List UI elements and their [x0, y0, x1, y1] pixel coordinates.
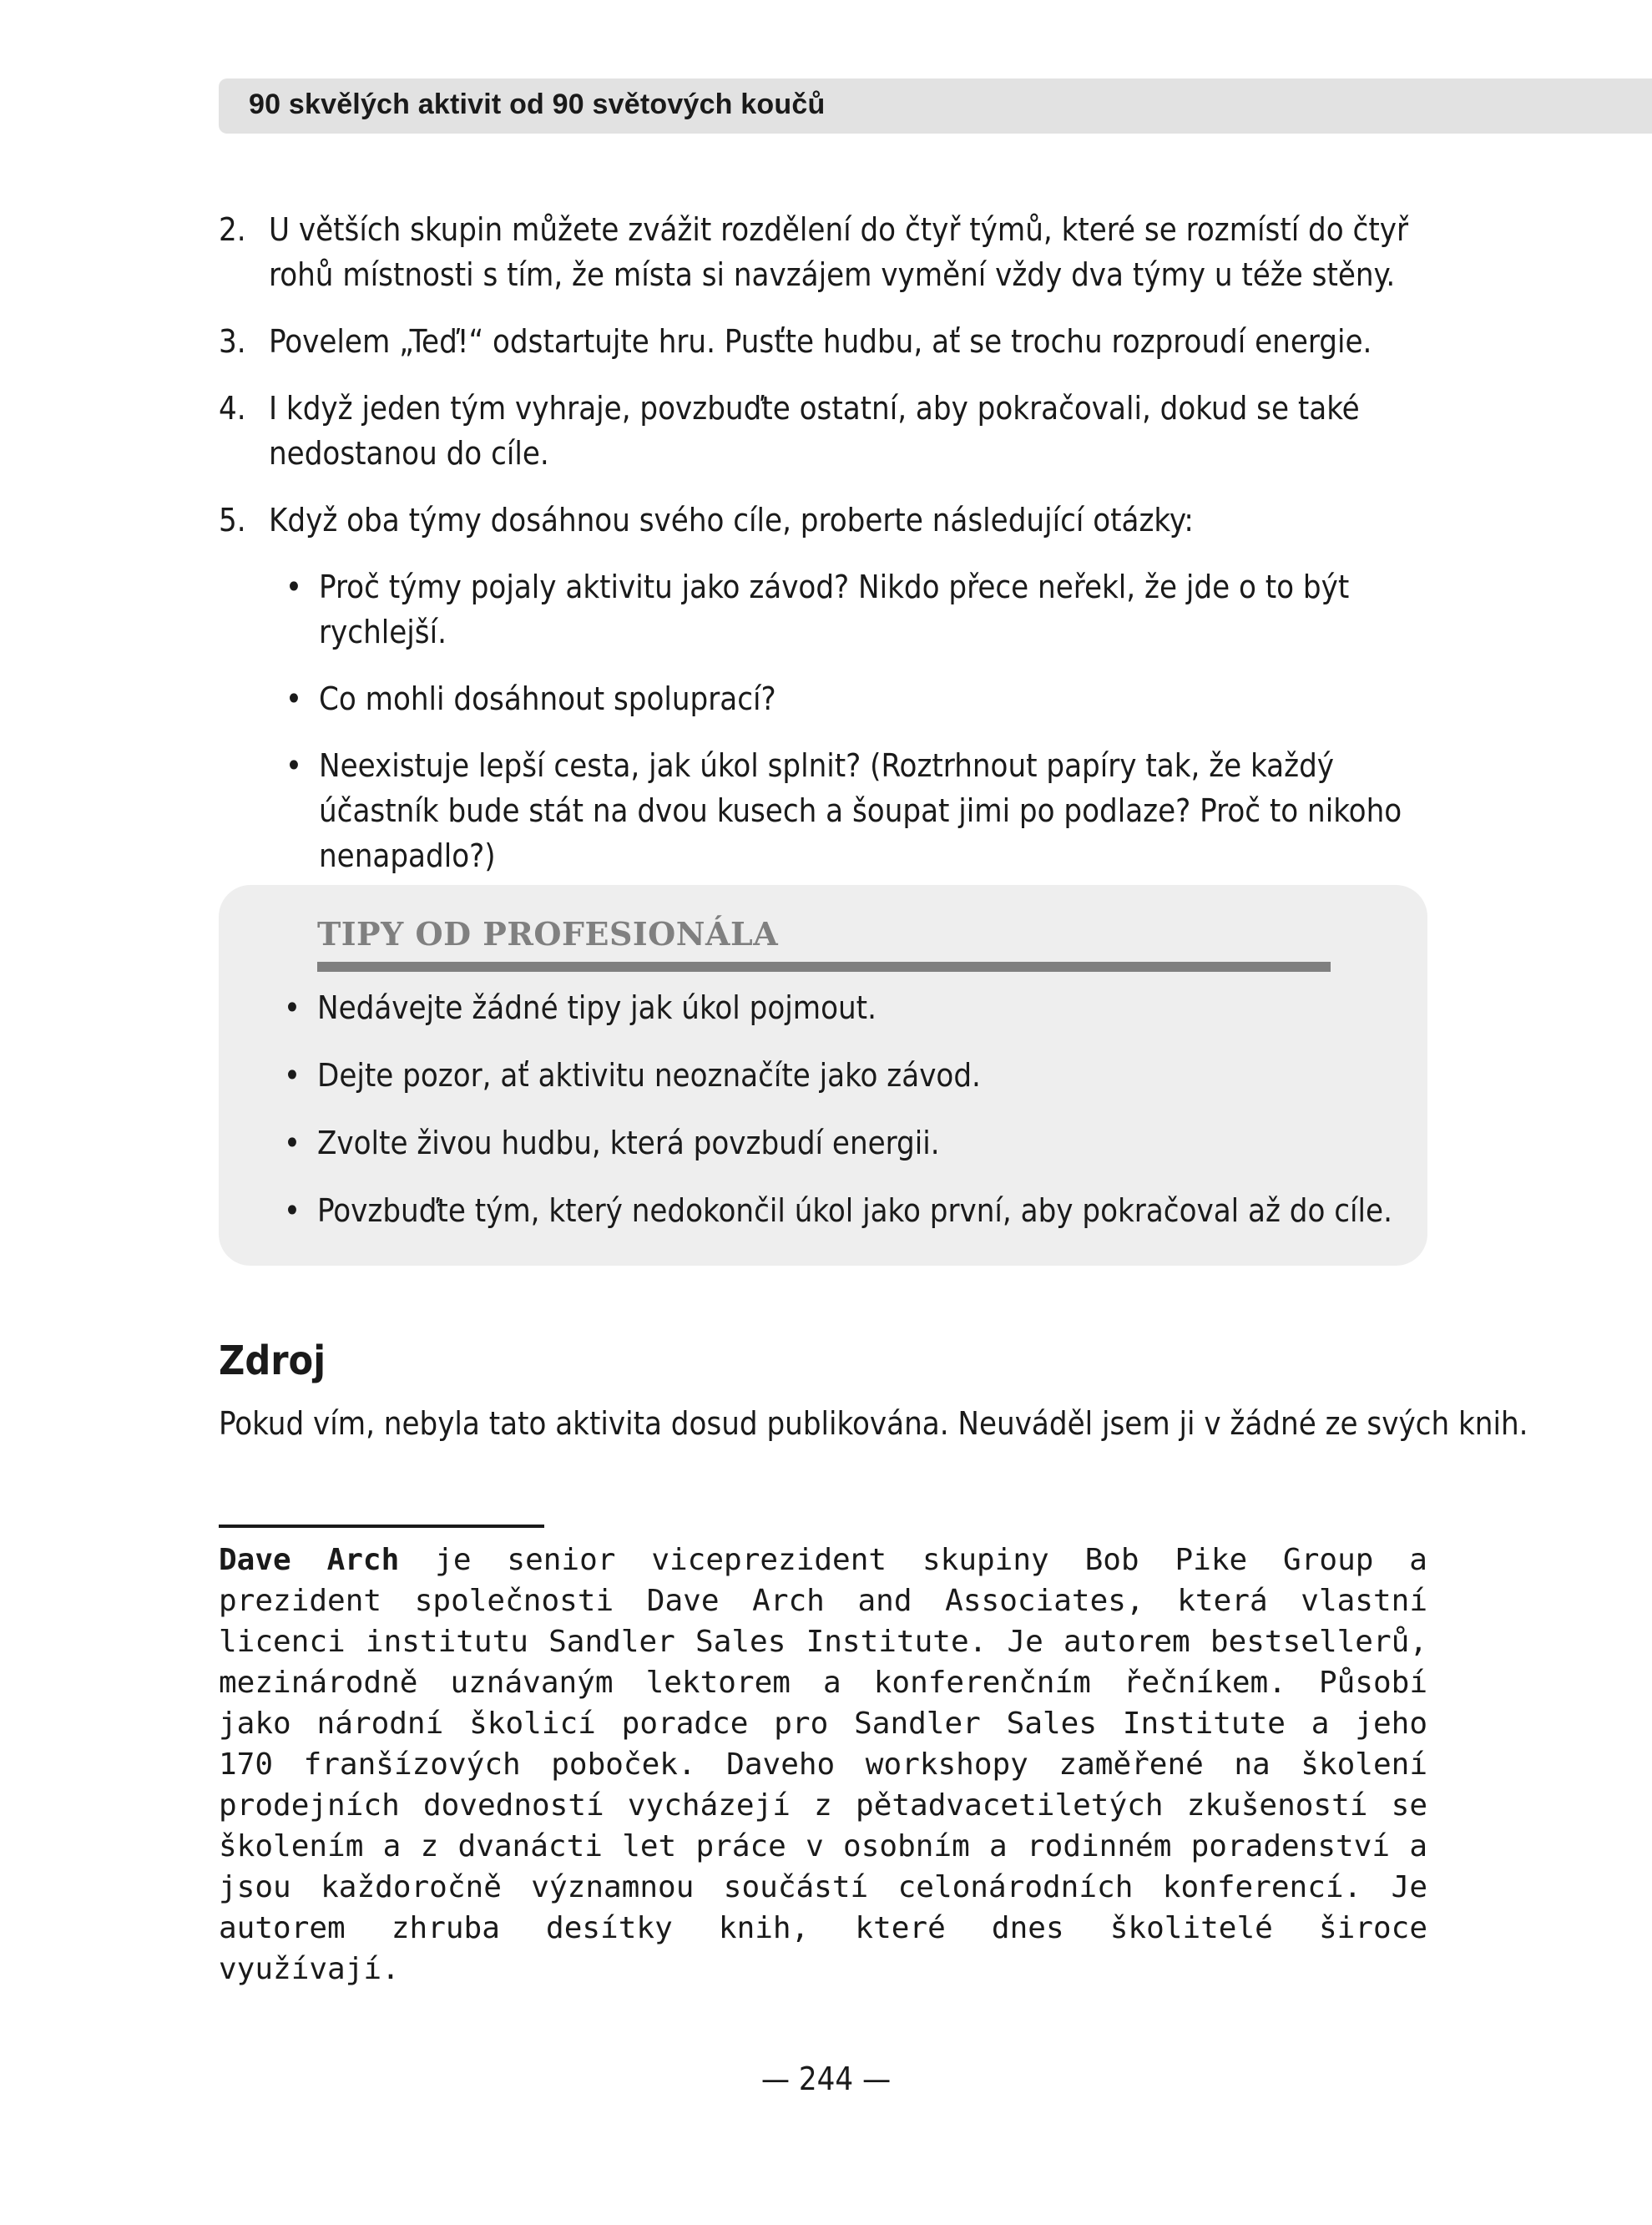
- bullet-icon: •: [285, 680, 303, 717]
- bullet-icon: •: [283, 1192, 301, 1229]
- source-text: Pokud vím, nebyla tato aktivita dosud publikována. Neuváděl jsem ji v žádné ze svých knih.: [219, 1405, 1528, 1442]
- tip-text: Povzbuďte tým, který nedokončil úkol jako první, aby pokračoval až do cíle.: [317, 1192, 1392, 1229]
- bullet-icon: •: [285, 747, 303, 784]
- step-text: Když oba týmy dosáhnou svého cíle, proberte následující otázky:: [269, 502, 1194, 539]
- question-text: Proč týmy pojaly aktivitu jako závod? Nikdo přece neřekl, že jde o to být rychlejší.: [319, 569, 1350, 650]
- tip-text: Zvolte živou hudbu, která povzbudí energii.: [317, 1125, 940, 1161]
- author-name: Dave Arch: [219, 1543, 400, 1577]
- tip-item: [267, 1188, 1419, 1233]
- step-text: I když jeden tým vyhraje, povzbuďte ostatní, aby pokračovali, dokud se také nedostanou do cíle.: [269, 390, 1360, 472]
- footnote-rule: [219, 1525, 544, 1528]
- tips-heading: TIPY OD PROFESIONÁLA: [317, 915, 779, 953]
- tip-item: [267, 985, 1419, 1030]
- question-item: [269, 564, 1427, 655]
- step-number: 4.: [219, 390, 246, 427]
- bullet-icon: •: [283, 1057, 301, 1094]
- step-number: 2.: [219, 211, 246, 248]
- step-number: 3.: [219, 323, 246, 360]
- step-text: U větších skupin můžete zvážit rozdělení do čtyř týmů, které se rozmístí do čtyř rohů místnosti s tím, že místa si navzájem vymění vždy dva týmy u téže stěny.: [269, 211, 1408, 293]
- bullet-icon: •: [285, 569, 303, 605]
- main-content: [219, 207, 1427, 900]
- step-item: [219, 207, 1427, 297]
- tips-heading-rule: [317, 962, 1331, 972]
- step-item: [219, 319, 1427, 364]
- question-text: Co mohli dosáhnout spoluprací?: [319, 680, 776, 717]
- bullet-icon: •: [283, 989, 301, 1026]
- tips-box: [219, 885, 1427, 1266]
- step-item: [219, 498, 1427, 878]
- source-heading: Zdroj: [219, 1338, 326, 1384]
- question-item: [269, 676, 1427, 721]
- page-number: — 244 —: [760, 2061, 892, 2097]
- step-text: Povelem „Teď!“ odstartujte hru. Pusťte hudbu, ať se trochu rozproudí energie.: [269, 323, 1372, 360]
- tips-list: [267, 985, 1419, 1256]
- tip-text: Nedávejte žádné tipy jak úkol pojmout.: [317, 989, 877, 1026]
- question-list: [269, 564, 1427, 878]
- question-item: [269, 743, 1427, 878]
- step-number: 5.: [219, 502, 246, 539]
- author-bio: [219, 1540, 1427, 1990]
- tip-text: Dejte pozor, ať aktivitu neoznačíte jako závod.: [317, 1057, 981, 1094]
- author-bio-text: je senior viceprezident skupiny Bob Pike Group a prezident společnosti Dave Arch and Associates, která vlastní licenci institutu Sandler Sales Institute. Je autorem bestsellerů, mezinárodně uznávaným lektorem a konferenčním řečníkem. Působí jako národní školicí poradce pro Sandler Sales Institute a jeho 170 franšízových poboček. Daveho workshopy zaměřené na školení prodejních dovedností vycházejí z pětadvacetiletých zkušeností se školením a z dvanácti let práce v osobním a rodinném poradenství a jsou každoročně významnou součástí celonárodních konferencí. Je autorem zhruba desítky knih, které dnes školitelé široce využívají.: [219, 1543, 1427, 1986]
- step-item: [219, 386, 1427, 476]
- tip-item: [267, 1120, 1419, 1166]
- steps-list: [219, 207, 1427, 878]
- question-text: Neexistuje lepší cesta, jak úkol splnit? (Roztrhnout papíry tak, že každý účastník bude stát na dvou kusech a šoupat jimi po podlaze? Proč to nikoho nenapadlo?): [319, 747, 1402, 874]
- tip-item: [267, 1053, 1419, 1098]
- bullet-icon: •: [283, 1125, 301, 1161]
- book-title: 90 skvělých aktivit od 90 světových koučů: [249, 88, 826, 120]
- running-header: [219, 78, 1652, 134]
